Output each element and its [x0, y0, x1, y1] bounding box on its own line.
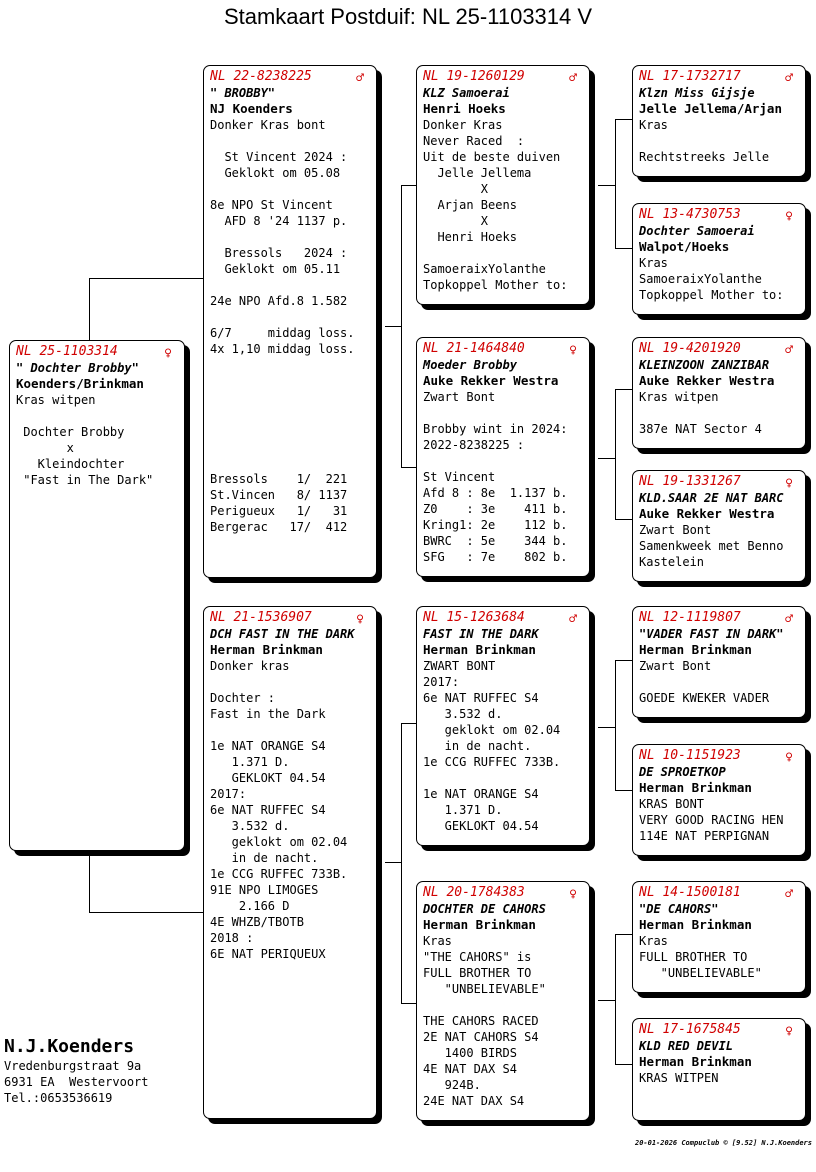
pigeon-notes: Donker Kras Never Raced : Uit de beste duiven Jelle Jellema X Arjan Beens X Henri Hoeks SamoeraixYolanthe Topkoppel Mother to:: [423, 118, 568, 292]
connector-line: [401, 185, 417, 186]
pigeon-notes: Kras Rechtstreeks Jelle: [639, 118, 770, 164]
connector-line: [385, 326, 402, 327]
pigeon-owner: Herman Brinkman: [639, 780, 752, 795]
female-icon: ♀: [569, 343, 577, 358]
pigeon-owner: Koenders/Brinkman: [16, 376, 144, 391]
connector-line: [615, 389, 616, 520]
pigeon-owner: Walpot/Hoeks: [639, 239, 730, 254]
pigeon-card-mmm[interactable]: [632, 1018, 806, 1121]
ring-number: NL 15-1263684 ♂: [423, 610, 577, 627]
pigeon-name: DCH FAST IN THE DARK: [210, 627, 355, 641]
connector-line: [615, 660, 633, 661]
female-icon: ♀: [785, 476, 793, 491]
connector-line: [401, 723, 402, 1004]
pigeon-card-ffm[interactable]: [632, 203, 806, 315]
male-icon: ♂: [785, 887, 793, 902]
connector-line: [401, 467, 417, 468]
breeder-info: [4, 1036, 149, 1106]
connector-line: [401, 723, 417, 724]
male-icon: ♂: [356, 71, 364, 86]
pigeon-name: Klzn Miss Gijsje: [639, 86, 755, 100]
pigeon-name: KLZ Samoerai: [423, 86, 510, 100]
pigeon-card-mmf[interactable]: [632, 881, 806, 993]
pigeon-notes: KRAS WITPEN: [639, 1071, 719, 1085]
pigeon-owner: Herman Brinkman: [423, 642, 536, 657]
ring-number: NL 21-1464840 ♀: [423, 341, 577, 358]
connector-line: [598, 458, 616, 459]
female-icon: ♀: [164, 346, 172, 361]
connector-line: [401, 185, 402, 468]
connector-line: [89, 850, 90, 913]
pigeon-name: KLD RED DEVIL: [639, 1039, 733, 1053]
connector-line: [615, 119, 616, 249]
pigeon-card-mother[interactable]: [203, 606, 377, 1119]
pigeon-owner: Herman Brinkman: [639, 1054, 752, 1069]
connector-line: [615, 934, 633, 935]
connector-line: [615, 389, 633, 390]
ring-number: NL 17-1732717 ♂: [639, 69, 793, 86]
connector-line: [615, 519, 633, 520]
ring-number: NL 12-1119807 ♂: [639, 610, 793, 627]
female-icon: ♀: [356, 612, 364, 627]
pigeon-notes: Kras SamoeraixYolanthe Topkoppel Mother to:: [639, 256, 784, 302]
connector-line: [89, 278, 204, 279]
pigeon-owner: Herman Brinkman: [423, 917, 536, 932]
ring-number: NL 10-1151923 ♀: [639, 748, 793, 765]
pigeon-name: Moeder Brobby: [423, 358, 517, 372]
ring-number: NL 19-1331267 ♀: [639, 474, 793, 491]
pigeon-card-mfm[interactable]: [632, 744, 806, 856]
male-icon: ♂: [569, 71, 577, 86]
male-icon: ♂: [569, 612, 577, 627]
pigeon-notes: Donker kras Dochter : Fast in the Dark 1e NAT ORANGE S4 1.371 D. GEKLOKT 04.54 2017: 6e NAT RUFFEC S4 3.532 d. geklokt om 02.04 in de nacht. 1e CCG RUFFEC 733B. 91E NPO LIMOGES 2.166 D 4E WHZB/TBOTB 2018 : 6E NAT PERIQUEUX: [210, 659, 348, 961]
pigeon-notes: Kras witpen 387e NAT Sector 4: [639, 390, 762, 436]
pigeon-notes: Zwart Bont GOEDE KWEKER VADER: [639, 659, 770, 705]
pigeon-name: "DE CAHORS": [639, 902, 719, 916]
pigeon-card-fmm[interactable]: [632, 470, 806, 582]
pigeon-notes: ZWART BONT 2017: 6e NAT RUFFEC S4 3.532 d. geklokt om 02.04 in de nacht. 1e CCG RUFFEC 733B. 1e NAT ORANGE S4 1.371 D. GEKLOKT 04.54: [423, 659, 561, 833]
pigeon-name: FAST IN THE DARK: [423, 627, 539, 641]
breeder-name: N.J.Koenders: [4, 1036, 135, 1057]
pigeon-owner: NJ Koenders: [210, 101, 293, 116]
pigeon-name: KLD.SAAR 2E NAT BARC: [639, 491, 784, 505]
ring-number: NL 21-1536907 ♀: [210, 610, 364, 627]
pigeon-card-father[interactable]: [203, 65, 377, 578]
pigeon-owner: Herman Brinkman: [210, 642, 323, 657]
pigeon-name: " BROBBY": [210, 86, 276, 100]
breeder-city: 6931 EA Westervoort: [4, 1075, 149, 1089]
breeder-phone: Tel.:0653536619: [4, 1091, 113, 1105]
ring-number: NL 19-1260129 ♂: [423, 69, 577, 86]
pigeon-name: DE SPROETKOP: [639, 765, 726, 779]
pigeon-notes: KRAS BONT VERY GOOD RACING HEN 114E NAT PERPIGNAN: [639, 797, 784, 843]
ring-number: NL 14-1500181 ♂: [639, 885, 793, 902]
pigeon-name: Dochter Samoerai: [639, 224, 755, 238]
male-icon: ♂: [785, 612, 793, 627]
pigeon-notes: Kras FULL BROTHER TO "UNBELIEVABLE": [639, 934, 762, 980]
pigeon-card-subject[interactable]: [9, 340, 185, 851]
ring-number: NL 22-8238225 ♂: [210, 69, 364, 86]
pigeon-name: "VADER FAST IN DARK": [639, 627, 784, 641]
pigeon-card-mff[interactable]: [632, 606, 806, 718]
connector-line: [89, 912, 204, 913]
pigeon-card-mf[interactable]: [416, 606, 590, 846]
pigeon-card-fmf[interactable]: [632, 337, 806, 449]
ring-number: NL 17-1675845 ♀: [639, 1022, 793, 1039]
male-icon: ♂: [785, 71, 793, 86]
female-icon: ♀: [785, 750, 793, 765]
connector-line: [89, 278, 90, 340]
pigeon-owner: Herman Brinkman: [639, 642, 752, 657]
pigeon-notes: Kras "THE CAHORS" is FULL BROTHER TO "UNBELIEVABLE" THE CAHORS RACED 2E NAT CAHORS S4 1400 BIRDS 4E NAT DAX S4 924B. 24E NAT DAX S4: [423, 934, 546, 1108]
ring-number: NL 25-1103314 ♀: [16, 344, 172, 361]
connector-line: [615, 934, 616, 1065]
pigeon-name: KLEINZOON ZANZIBAR: [639, 358, 770, 372]
pigeon-owner: Auke Rekker Westra: [423, 373, 559, 388]
pigeon-card-ff[interactable]: [416, 65, 590, 305]
female-icon: ♀: [569, 887, 577, 902]
pigeon-owner: Auke Rekker Westra: [639, 373, 775, 388]
pigeon-name: " Dochter Brobby": [16, 361, 139, 375]
connector-line: [401, 1003, 417, 1004]
pigeon-notes: Zwart Bont Brobby wint in 2024: 2022-8238225 : St Vincent Afd 8 : 8e 1.137 b. Z0 : 3e 411 b. Kring1: 2e 112 b. BWRC : 5e 344 b. SFG : 7e 802 b.: [423, 390, 568, 564]
ring-number: NL 20-1784383 ♀: [423, 885, 577, 902]
pigeon-notes: Zwart Bont Samenkweek met Benno Kastelein: [639, 523, 784, 569]
page-title: Stamkaart Postduif: NL 25-1103314 V: [223, 4, 593, 29]
pigeon-name: DOCHTER DE CAHORS: [423, 902, 546, 916]
connector-line: [598, 185, 616, 186]
connector-line: [615, 119, 633, 120]
connector-line: [385, 862, 402, 863]
breeder-street: Vredenburgstraat 9a: [4, 1059, 142, 1073]
connector-line: [598, 1000, 616, 1001]
pigeon-owner: Henri Hoeks: [423, 101, 506, 116]
ring-number: NL 19-4201920 ♂: [639, 341, 793, 358]
pigeon-notes: Kras witpen Dochter Brobby x Kleindochter "Fast in The Dark": [16, 393, 154, 487]
connector-line: [598, 727, 616, 728]
pigeon-owner: Herman Brinkman: [639, 917, 752, 932]
connector-line: [615, 790, 633, 791]
female-icon: ♀: [785, 1024, 793, 1039]
race-results: Bressols 1/ 221 St.Vincen 8/ 1137 Perigueux 1/ 31 Bergerac 17/ 412: [210, 472, 348, 534]
ring-number: NL 13-4730753 ♀: [639, 207, 793, 224]
pigeon-card-fff[interactable]: [632, 65, 806, 177]
pigeon-card-fm[interactable]: [416, 337, 590, 577]
connector-line: [615, 248, 633, 249]
pigeon-notes: Donker Kras bont St Vincent 2024 : Geklokt om 05.08 8e NPO St Vincent AFD 8 '24 1137 p. Bressols 2024 : Geklokt om 05.11 24e NPO Afd.8 1.582 6/7 middag loss. 4x 1,10 middag loss.: [210, 118, 355, 356]
footer-text: 20-01-2026 Compuclub © [9.52] N.J.Koenders: [634, 1139, 812, 1147]
pigeon-owner: Auke Rekker Westra: [639, 506, 775, 521]
male-icon: ♂: [785, 343, 793, 358]
pigeon-card-mm[interactable]: [416, 881, 590, 1121]
connector-line: [615, 1064, 633, 1065]
connector-line: [615, 660, 616, 791]
female-icon: ♀: [785, 209, 793, 224]
pigeon-owner: Jelle Jellema/Arjan: [639, 101, 782, 116]
